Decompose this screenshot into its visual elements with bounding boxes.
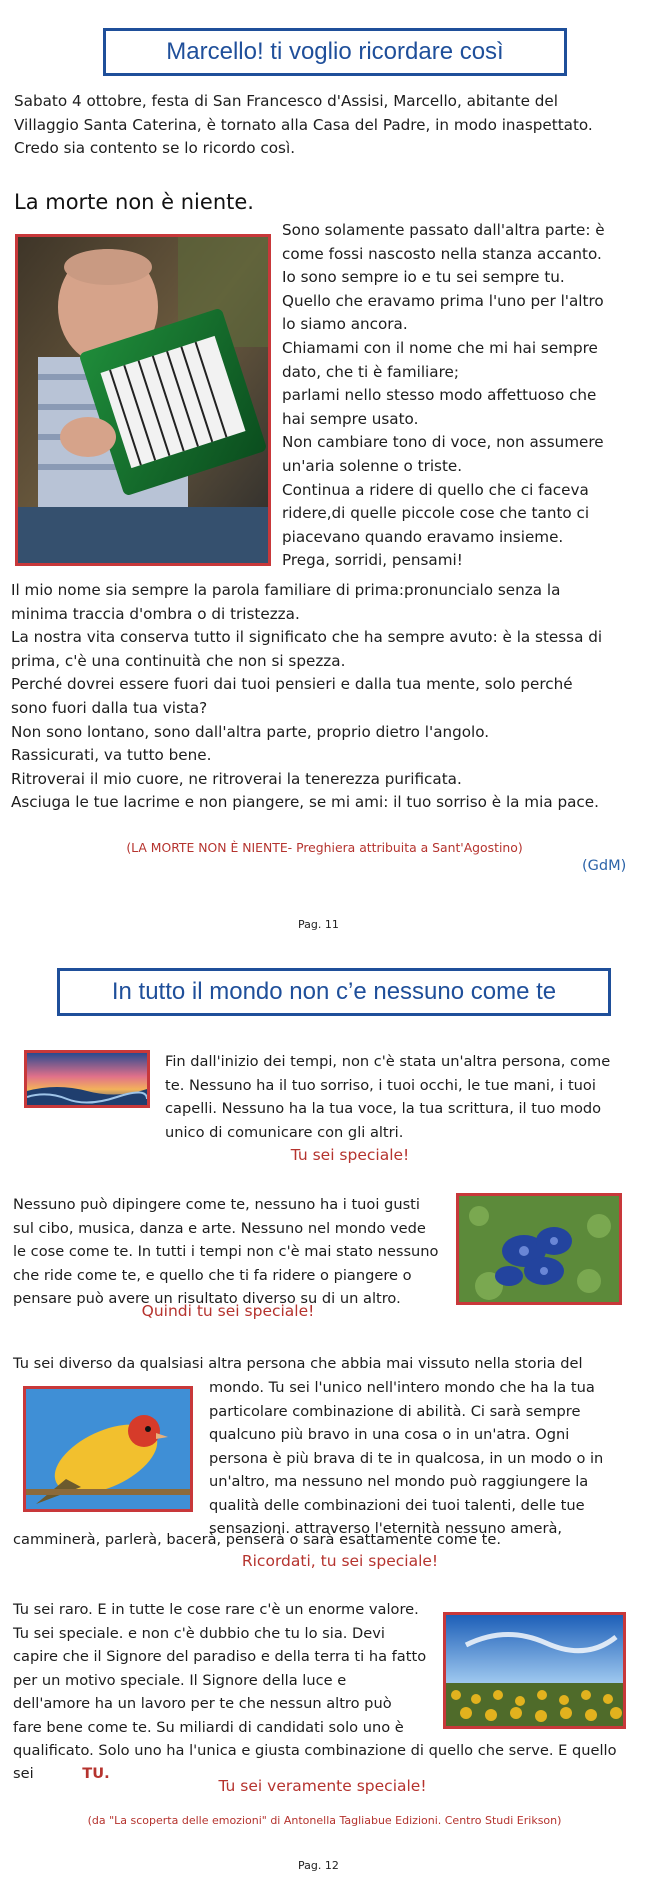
poem-side-text: Sono solamente passato dall'altra parte: è come fossi nascosto nella stanza accanto. Io sono sempre io e tu sei sempre tu. Quello che eravamo prima l'uno per l'altro lo siamo ancora. Chiamami con il nome che mi hai sempre dato, che ti è familiare; parlami nello stesso modo affettuoso che hai sempre usato. Non cambiare tono di voce, non assumere un'aria solenne o triste. Continua a ridere di quello che ci faceva ridere,di quelle piccole cose che tanto ci piacevano quando eravamo insieme. Prega, sorridi, pensami! (282, 221, 605, 570)
refrain-4: Tu sei veramente speciale! (218, 1777, 427, 1795)
sunset-sea-image (27, 1053, 147, 1105)
paragraph-3-side: mondo. Tu sei l'unico nell'intero mondo che ha la tua particolare combinazione di abilità. Ci sarà sempre qualcuno più bravo in una cosa o in un'atra. Ogni persona è più brava di te in qualcosa, in un modo o in un'altro, ma nessuno nel mondo può raggiungere la qualità delle combinazioni dei tuoi talenti, delle tue sensazioni. attraverso l'eternità nessuno amerà, (209, 1379, 604, 1537)
citation: (da "La scoperta delle emozioni" di Antonella Tagliabue Edizioni. Centro Studi Erikson) (87, 1814, 562, 1827)
emphasis-tu: TU. (82, 1765, 110, 1782)
page-number: Pag. 11 (298, 918, 339, 931)
paragraph-3-first-line: Tu sei diverso da qualsiasi altra persona che abbia mai vissuto nella storia del (13, 1355, 583, 1372)
paragraph-4-side: Tu sei raro. E in tutte le cose rare c'è un enorme valore. Tu sei speciale. e non c'è dubbio che tu lo sia. Devi capire che il Signore del paradiso e della terra ti ha fatto per un motivo speciale. Il Signore della luce e dell'amore ha un lavoro per te che nessun altro può fare bene come te. Su miliardi di candidati solo uno è (13, 1601, 427, 1736)
gentian-flowers-image (459, 1196, 619, 1302)
page-title: In tutto il mondo non c’e nessuno come te (57, 968, 611, 1016)
sunset-photo (24, 1050, 150, 1108)
refrain-2: Quindi tu sei speciale! (141, 1302, 315, 1320)
page-number: Pag. 12 (298, 1859, 339, 1872)
paragraph-2: Nessuno può dipingere come te, nessuno ha i tuoi gusti sul cibo, musica, danza e arte. Nessuno nel mondo vede le cose come te. In tutti i tempi non c'è mai stato nessuno che ride come te, e quello che ti fa ridere o piangere o pensare può avere un risultato diverso su di un altro. (13, 1196, 439, 1307)
goldfinch-bird-image (26, 1389, 190, 1509)
poem-full-text: Il mio nome sia sempre la parola familiare di prima:pronuncialo senza la minima traccia d'ombra o di tristezza. La nostra vita conserva tutto il significato che ha sempre avuto: è la stessa di prima, c'è una continuità che non si spezza. Perché dovrei essere fuori dai tuoi pensieri e dalla tua mente, solo perché sono fuori dalla tua vista? Non sono lontano, sono dall'altra parte, proprio dietro l'angolo. Rassicurati, va tutto bene. Ritroverai il mio cuore, ne ritroverai la tenerezza purificata. Asciuga le tue lacrime e non piangere, se mi ami: il tuo sorriso è la mia pace. (11, 581, 603, 812)
accordion-photo (15, 234, 271, 566)
intro-paragraph: Sabato 4 ottobre, festa di San Francesco d'Assisi, Marcello, abitante del Villaggio Santa Caterina, è tornato alla Casa del Padre, in modo inaspettato. Credo sia contento se lo ricordo così. (14, 92, 593, 158)
paragraph-4-last-line (13, 1762, 110, 1786)
sunflower-field-image (446, 1615, 623, 1726)
citation: (LA MORTE NON È NIENTE- Preghiera attribuita a Sant'Agostino) (126, 840, 523, 855)
paragraph-1: Fin dall'inizio dei tempi, non c'è stata un'altra persona, come te. Nessuno ha il tuo sorriso, i tuoi occhi, le tue mani, i tuoi capelli. Nessuno ha la tua voce, la tua scrittura, il tuo modo unico di comunicare con gli altri. (165, 1053, 611, 1141)
accordion-player-image (18, 237, 268, 563)
paragraph-4-full-line: qualificato. Solo uno ha l'unica e giusta combinazione di quello che serve. E quello (13, 1742, 617, 1759)
sunflower-field-photo (443, 1612, 626, 1729)
last-line-prefix: sei (13, 1765, 34, 1782)
refrain-1: Tu sei speciale! (290, 1146, 410, 1164)
page-title: Marcello! ti voglio ricordare così (103, 28, 567, 76)
signature: (GdM) (582, 858, 627, 874)
bird-photo (23, 1386, 193, 1512)
blue-flowers-photo (456, 1193, 622, 1305)
refrain-3: Ricordati, tu sei speciale! (241, 1552, 439, 1570)
poem-title: La morte non è niente. (14, 190, 254, 214)
paragraph-3-last-line: camminerà, parlerà, bacerà, penserà o sarà esattamente come te. (13, 1531, 501, 1548)
